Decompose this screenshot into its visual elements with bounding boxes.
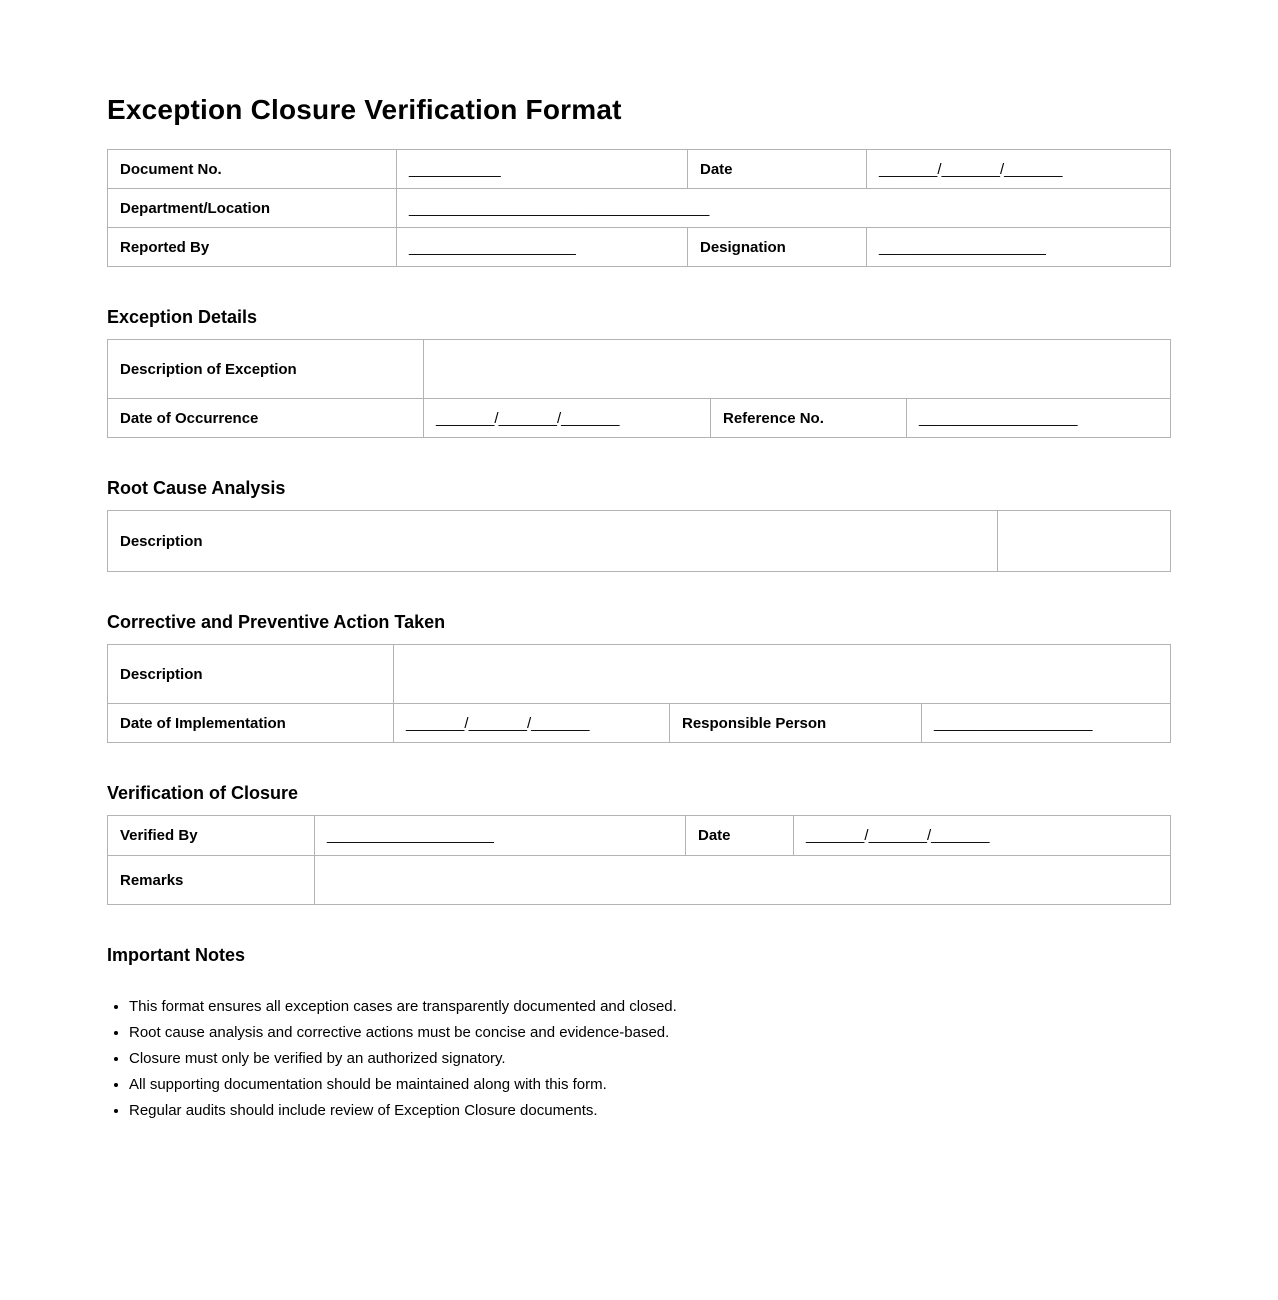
reported-by-label: Reported By — [108, 228, 397, 267]
note-item: • This format ensures all exception cases are transparently documented and closed. — [129, 998, 1170, 1015]
page-title: Exception Closure Verification Format — [107, 94, 622, 125]
verification-of-closure-heading: Verification of Closure — [107, 783, 299, 803]
corrective-description-value — [394, 645, 1171, 704]
verification-date-label: Date — [686, 816, 794, 856]
table-row — [108, 816, 1171, 856]
department-location-blank: ____________________________________ — [397, 189, 1171, 228]
table-row — [108, 340, 1171, 399]
table-row — [108, 399, 1171, 438]
verified-by-label: Verified By — [108, 816, 315, 856]
table-row — [108, 856, 1171, 905]
date-blank: _______/_______/_______ — [867, 150, 1171, 189]
root-cause-analysis-table — [107, 510, 1171, 572]
corrective-action-table — [107, 644, 1171, 743]
note-item: • Closure must only be verified by an authorized signatory. — [129, 1050, 1170, 1067]
responsible-person-blank: ___________________ — [922, 704, 1171, 743]
designation-blank: ____________________ — [867, 228, 1171, 267]
header-info-table — [107, 149, 1171, 267]
note-item: • Regular audits should include review of Exception Closure documents. — [129, 1102, 1170, 1119]
root-cause-description-value — [998, 511, 1171, 572]
date-label: Date — [688, 150, 867, 189]
document-no-label: Document No. — [108, 150, 397, 189]
root-cause-analysis-heading: Root Cause Analysis — [107, 478, 286, 498]
important-notes-heading: Important Notes — [107, 945, 246, 965]
document-no-blank: ___________ — [397, 150, 688, 189]
date-of-implementation-blank: _______/_______/_______ — [394, 704, 670, 743]
date-of-implementation-label: Date of Implementation — [108, 704, 394, 743]
responsible-person-label: Responsible Person — [670, 704, 922, 743]
root-cause-description-label: Description — [108, 511, 998, 572]
corrective-action-heading: Corrective and Preventive Action Taken — [107, 612, 446, 632]
table-row — [108, 228, 1171, 267]
table-row — [108, 511, 1171, 572]
date-of-occurrence-label: Date of Occurrence — [108, 399, 424, 438]
verification-date-blank: _______/_______/_______ — [794, 816, 1171, 856]
note-item: • All supporting documentation should be maintained along with this form. — [129, 1076, 1170, 1093]
description-of-exception-label: Description of Exception — [108, 340, 424, 399]
remarks-label: Remarks — [108, 856, 315, 905]
verified-by-blank: ____________________ — [315, 816, 686, 856]
description-of-exception-value — [424, 340, 1171, 399]
table-row — [108, 150, 1171, 189]
note-item: • Root cause analysis and corrective actions must be concise and evidence-based. — [129, 1024, 1170, 1041]
department-location-label: Department/Location — [108, 189, 397, 228]
table-row — [108, 189, 1171, 228]
reported-by-blank: ____________________ — [397, 228, 688, 267]
date-of-occurrence-blank: _______/_______/_______ — [424, 399, 711, 438]
exception-details-table — [107, 339, 1171, 438]
important-notes-list — [107, 998, 1170, 1119]
remarks-value — [315, 856, 1171, 905]
verification-of-closure-table — [107, 815, 1171, 905]
corrective-description-label: Description — [108, 645, 394, 704]
exception-details-heading: Exception Details — [107, 307, 258, 327]
reference-no-blank: ___________________ — [907, 399, 1171, 438]
table-row — [108, 704, 1171, 743]
table-row — [108, 645, 1171, 704]
designation-label: Designation — [688, 228, 867, 267]
reference-no-label: Reference No. — [711, 399, 907, 438]
